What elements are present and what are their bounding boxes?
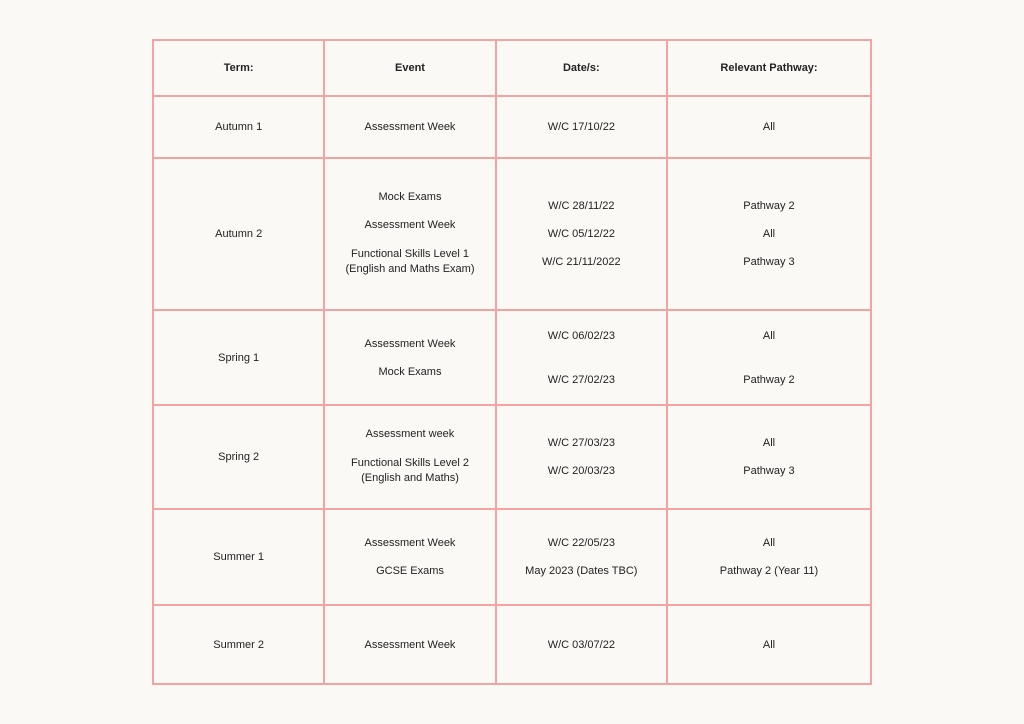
pathway-item: Pathway 2 (Year 11): [719, 565, 819, 577]
pathway-item: All: [762, 329, 776, 342]
pathway-item: All: [762, 437, 776, 449]
event-item: Assessment Week: [364, 121, 456, 133]
event-item: Functional Skills Level 2 (English and Maths): [350, 457, 469, 484]
date-item: W/C 27/03/23: [547, 437, 615, 449]
pathway-item: Pathway 2: [743, 200, 795, 212]
table-row: [153, 96, 871, 158]
term-cell: Spring 2: [153, 405, 324, 509]
pathway-cell: [667, 96, 871, 158]
term-cell: Autumn 2: [153, 158, 324, 310]
pathway-cell: [667, 509, 871, 605]
date-cell: [496, 405, 667, 509]
pathway-item: All: [762, 121, 776, 133]
term-cell: Autumn 1: [153, 96, 324, 158]
table-row: [153, 605, 871, 684]
date-item: W/C 06/02/23: [547, 329, 615, 342]
header-event: Event: [324, 40, 495, 96]
date-item: May 2023 (Dates TBC): [525, 565, 638, 577]
event-item: Assessment Week: [364, 219, 456, 231]
table-row: [153, 405, 871, 509]
date-item: W/C 21/11/2022: [541, 256, 621, 268]
pathway-item: Pathway 3: [743, 465, 795, 477]
event-item: Assessment Week: [364, 537, 456, 549]
date-cell: [496, 509, 667, 605]
assessment-schedule-table: [152, 39, 872, 685]
date-cell: [496, 96, 667, 158]
event-item: Mock Exams: [378, 365, 442, 378]
date-cell: [496, 158, 667, 310]
table-row: [153, 509, 871, 605]
event-cell: [324, 96, 495, 158]
date-cell: [496, 605, 667, 684]
date-item: W/C 27/02/23: [547, 373, 615, 386]
header-dates: Date/s:: [496, 40, 667, 96]
pathway-item: Pathway 2: [743, 373, 795, 386]
date-item: W/C 17/10/22: [547, 121, 615, 133]
event-cell: [324, 405, 495, 509]
date-item: W/C 22/05/23: [547, 537, 615, 549]
event-item: Assessment Week: [364, 337, 456, 350]
event-item: Functional Skills Level 1 (English and Maths Exam): [345, 248, 475, 275]
pathway-cell: [667, 605, 871, 684]
header-term: Term:: [153, 40, 324, 96]
event-item: Assessment week: [365, 428, 455, 440]
header-pathway: Relevant Pathway:: [667, 40, 871, 96]
pathway-item: All: [762, 537, 776, 549]
pathway-item: Pathway 3: [743, 256, 795, 268]
table-row: [153, 158, 871, 310]
event-cell: [324, 605, 495, 684]
date-item: W/C 03/07/22: [547, 638, 615, 651]
pathway-cell: [667, 405, 871, 509]
pathway-item: All: [762, 638, 776, 651]
date-item: W/C 05/12/22: [547, 228, 615, 240]
date-cell: [496, 310, 667, 405]
event-item: GCSE Exams: [376, 565, 444, 577]
event-cell: [324, 310, 495, 405]
event-item: Mock Exams: [378, 191, 442, 203]
table-header-row: [153, 40, 871, 96]
term-cell: Spring 1: [153, 310, 324, 405]
pathway-item: All: [762, 228, 776, 240]
date-item: W/C 28/11/22: [548, 200, 615, 212]
term-cell: Summer 2: [153, 605, 324, 684]
event-item: Assessment Week: [364, 638, 456, 651]
pathway-cell: [667, 310, 871, 405]
term-cell: Summer 1: [153, 509, 324, 605]
event-cell: [324, 509, 495, 605]
date-item: W/C 20/03/23: [547, 465, 615, 477]
event-cell: [324, 158, 495, 310]
pathway-cell: [667, 158, 871, 310]
table-row: [153, 310, 871, 405]
